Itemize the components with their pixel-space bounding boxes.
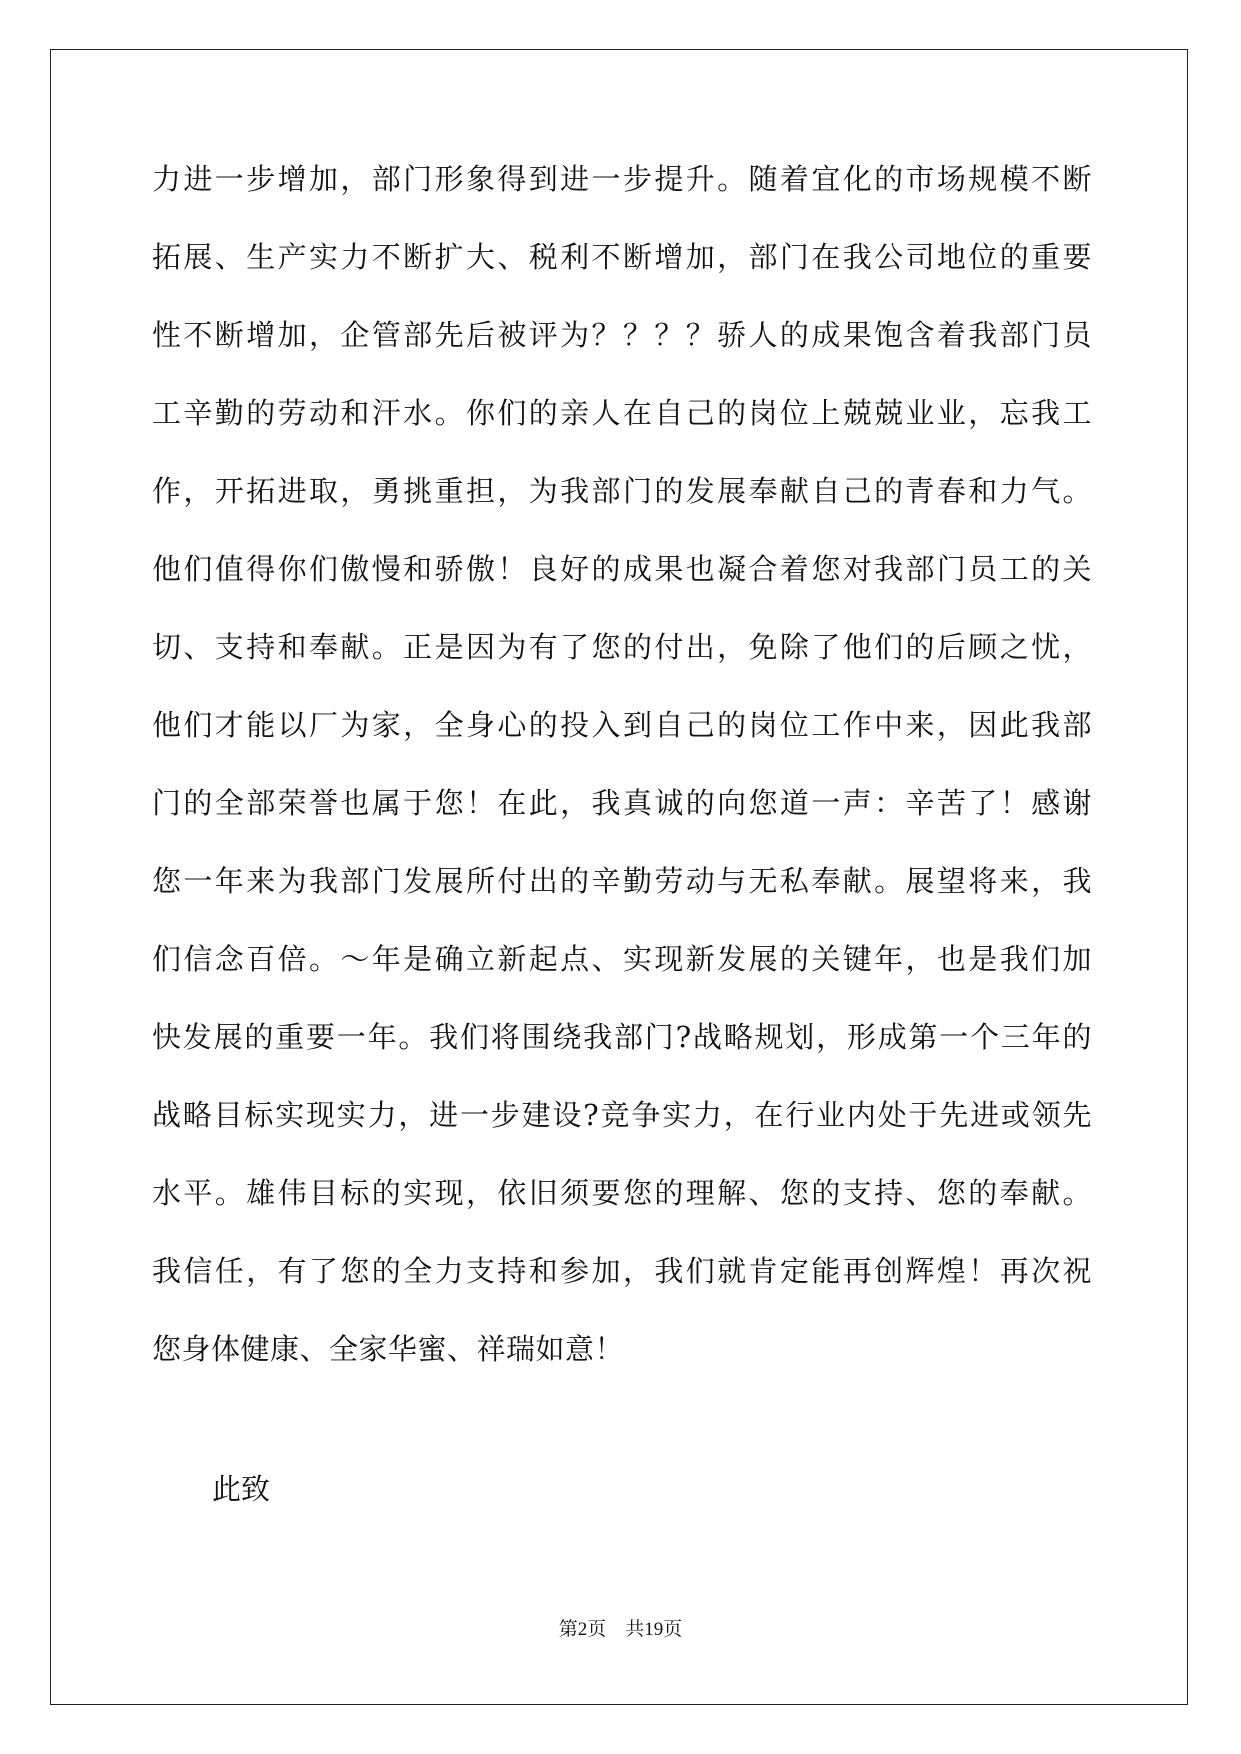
text-line-16: 您身体健康、全家华蜜、祥瑞如意！ [152, 1332, 625, 1366]
text-line-13: 战略目标实现实力，进一步建设?竞争实力，在行业内处于先进或领先 [152, 1098, 1092, 1132]
text-line-1: 力进一步增加，部门形象得到进一步提升。随着宜化的市场规模不断 [152, 162, 1092, 196]
text-line-12: 快发展的重要一年。我们将围绕我部门?战略规划，形成第一个三年的 [152, 1020, 1092, 1054]
text-line-3: 性不断增加，企管部先后被评为？？？？骄人的成果饱含着我部门员 [152, 318, 1092, 352]
text-line-4: 工辛勤的劳动和汗水。你们的亲人在自己的岗位上兢兢业业，忘我工 [152, 396, 1092, 430]
text-line-6: 他们值得你们傲慢和骄傲！良好的成果也凝合着您对我部门员工的关 [152, 552, 1092, 586]
page-footer: 第2页 共19页 [558, 1619, 683, 1640]
text-line-14: 水平。雄伟目标的实现，依旧须要您的理解、您的支持、您的奉献。 [152, 1176, 1092, 1210]
text-line-5: 作，开拓进取，勇挑重担，为我部门的发展奉献自己的青春和力气。 [152, 474, 1092, 508]
text-line-2: 拓展、生产实力不断扩大、税利不断增加，部门在我公司地位的重要 [152, 240, 1092, 274]
text-line-11: 们信念百倍。～年是确立新起点、实现新发展的关键年，也是我们加 [152, 942, 1092, 976]
text-line-9: 门的全部荣誉也属于您！在此，我真诚的向您道一声：辛苦了！感谢 [152, 786, 1092, 820]
text-line-15: 我信任，有了您的全力支持和参加，我们就肯定能再创辉煌！再次祝 [152, 1254, 1092, 1288]
closing-salutation: 此致 [212, 1472, 271, 1506]
text-line-7: 切、支持和奉献。正是因为有了您的付出，免除了他们的后顾之忧， [152, 630, 1092, 664]
text-line-8: 他们才能以厂为家，全身心的投入到自己的岗位工作中来，因此我部 [152, 708, 1092, 742]
body-text [152, 160, 1092, 1408]
text-line-10: 您一年来为我部门发展所付出的辛勤劳动与无私奉献。展望将来，我 [152, 864, 1092, 898]
